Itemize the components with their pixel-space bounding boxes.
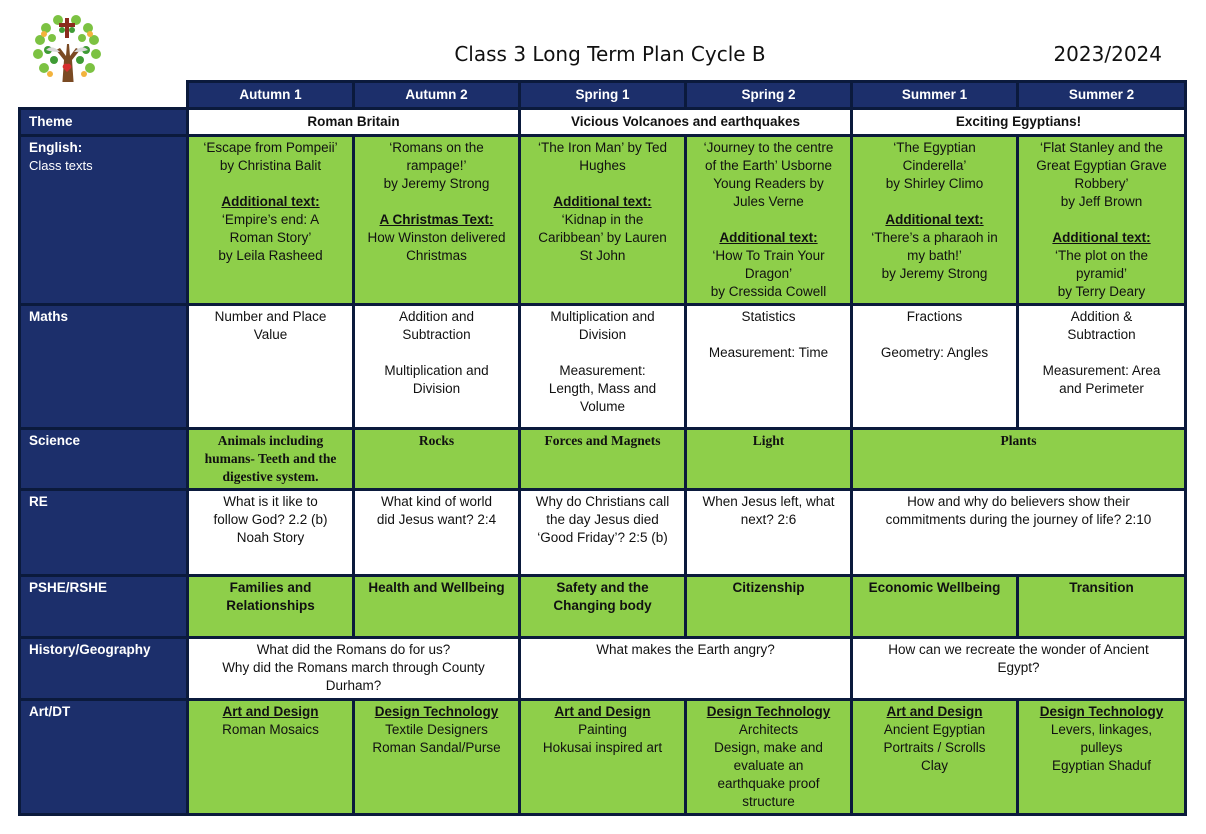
cell-line: Safety and the bbox=[556, 580, 649, 595]
cell-line: What kind of world bbox=[380, 494, 493, 509]
class-text-line: by Jeff Brown bbox=[1060, 194, 1143, 209]
long-term-plan-table bbox=[18, 80, 1187, 816]
cell-line: What is it like to bbox=[223, 494, 318, 509]
term-header-row bbox=[20, 82, 1186, 109]
pshe-cell bbox=[188, 576, 354, 638]
english-cell bbox=[520, 136, 686, 305]
art-cell bbox=[1018, 700, 1186, 815]
re-cell bbox=[520, 490, 686, 576]
class-text-line: Young Readers by bbox=[713, 176, 824, 191]
english-sublabel: Class texts bbox=[29, 158, 93, 173]
class-text-line: ‘Flat Stanley and the bbox=[1039, 140, 1164, 155]
maths-topic: Geometry: Angles bbox=[880, 345, 989, 360]
pshe-cell bbox=[520, 576, 686, 638]
english-label: English: bbox=[29, 140, 83, 155]
history-spring bbox=[520, 638, 852, 700]
maths-cell bbox=[686, 305, 852, 429]
art-dt-row bbox=[20, 700, 1186, 815]
cell-line: How can we recreate the wonder of Ancient bbox=[888, 642, 1149, 657]
art-subject-heading: Design Technology bbox=[374, 704, 499, 719]
class-text-line: Cinderella’ bbox=[902, 158, 967, 173]
cell-line: Economic Wellbeing bbox=[868, 580, 1001, 595]
cell-line: Noah Story bbox=[236, 530, 305, 545]
row-label-maths: Maths bbox=[20, 305, 188, 429]
cell-line: How and why do believers show their bbox=[907, 494, 1130, 509]
term-header: Autumn 2 bbox=[354, 82, 520, 109]
english-cell bbox=[852, 136, 1018, 305]
art-cell bbox=[354, 700, 520, 815]
re-cell-summer bbox=[852, 490, 1186, 576]
spacer bbox=[1022, 211, 1181, 229]
cell-line: next? 2:6 bbox=[740, 512, 797, 527]
cell-line: did Jesus want? 2:4 bbox=[376, 512, 497, 527]
art-topic-line: Painting bbox=[578, 722, 627, 737]
term-header: Summer 2 bbox=[1018, 82, 1186, 109]
english-row bbox=[20, 136, 1186, 305]
cell-line: Transition bbox=[1069, 580, 1134, 595]
maths-topic: Division bbox=[578, 327, 627, 342]
science-cell: Rocks bbox=[354, 429, 520, 490]
maths-topic: and Perimeter bbox=[1059, 381, 1144, 396]
spacer bbox=[524, 175, 681, 193]
additional-text-line: pyramid’ bbox=[1075, 266, 1127, 281]
maths-topic: Multiplication and bbox=[550, 309, 655, 324]
additional-text-line: Roman Story’ bbox=[229, 230, 312, 245]
spacer bbox=[856, 193, 1013, 211]
additional-text-line: How Winston delivered bbox=[367, 230, 506, 245]
art-topic-line: Portraits / Scrolls bbox=[883, 740, 986, 755]
science-cell: Forces and Magnets bbox=[520, 429, 686, 490]
maths-topic: Measurement: bbox=[559, 363, 646, 378]
maths-topic: Measurement: Time bbox=[708, 345, 829, 360]
class-text-line: Jules Verne bbox=[733, 194, 804, 209]
art-topic-line: Roman Mosaics bbox=[222, 722, 319, 737]
additional-text-line: ‘Empire’s end: A bbox=[221, 212, 320, 227]
pshe-cell bbox=[1018, 576, 1186, 638]
additional-text-label: A Christmas Text: bbox=[379, 212, 494, 227]
art-cell bbox=[852, 700, 1018, 815]
term-header: Summer 1 bbox=[852, 82, 1018, 109]
cell-line: Families and bbox=[229, 580, 312, 595]
spacer bbox=[690, 211, 847, 229]
class-text-line: Hughes bbox=[579, 158, 626, 173]
art-subject-heading: Art and Design bbox=[222, 704, 319, 719]
art-cell bbox=[686, 700, 852, 815]
art-topic-line: Levers, linkages, bbox=[1050, 722, 1153, 737]
re-cell bbox=[686, 490, 852, 576]
additional-text-line: St John bbox=[579, 248, 626, 263]
maths-topic: Measurement: Area bbox=[1042, 363, 1161, 378]
additional-text-label: Additional text: bbox=[221, 194, 320, 209]
art-cell bbox=[520, 700, 686, 815]
class-text-line: ‘The Egyptian bbox=[893, 140, 976, 155]
additional-text-line: by Jeremy Strong bbox=[881, 266, 988, 281]
maths-topic: Volume bbox=[579, 399, 626, 414]
corner-blank bbox=[20, 82, 188, 109]
science-cell: Light bbox=[686, 429, 852, 490]
maths-topic: Value bbox=[253, 327, 288, 342]
maths-topic: Addition & bbox=[1070, 309, 1133, 324]
art-topic-line: Ancient Egyptian bbox=[883, 722, 986, 737]
cell-line: ‘Good Friday’? 2:5 (b) bbox=[537, 530, 668, 545]
spacer bbox=[856, 326, 1013, 344]
row-label-re: RE bbox=[20, 490, 188, 576]
additional-text-label: Additional text: bbox=[553, 194, 652, 209]
class-text-line: ‘The Iron Man’ by Ted bbox=[537, 140, 668, 155]
theme-autumn: Roman Britain bbox=[188, 109, 520, 136]
additional-text-line: by Terry Deary bbox=[1057, 284, 1146, 299]
pshe-cell bbox=[852, 576, 1018, 638]
additional-text-line: by Cressida Cowell bbox=[710, 284, 827, 299]
page-title: Class 3 Long Term Plan Cycle B bbox=[454, 42, 766, 66]
maths-topic: Multiplication and bbox=[384, 363, 489, 378]
science-row bbox=[20, 429, 1186, 490]
maths-topic: Statistics bbox=[741, 309, 796, 324]
pshe-cell bbox=[686, 576, 852, 638]
row-label-english bbox=[20, 136, 188, 305]
art-topic-line: Architects bbox=[738, 722, 799, 737]
row-label-science: Science bbox=[20, 429, 188, 490]
term-header: Autumn 1 bbox=[188, 82, 354, 109]
history-summer bbox=[852, 638, 1186, 700]
art-subject-heading: Design Technology bbox=[706, 704, 831, 719]
theme-summer: Exciting Egyptians! bbox=[852, 109, 1186, 136]
maths-topic: Subtraction bbox=[1067, 327, 1136, 342]
additional-text-line: Caribbean’ by Lauren bbox=[538, 230, 667, 245]
maths-cell bbox=[1018, 305, 1186, 429]
class-text-line: of the Earth’ Usborne bbox=[704, 158, 833, 173]
pshe-cell bbox=[354, 576, 520, 638]
additional-text-line: Christmas bbox=[406, 248, 467, 263]
spacer bbox=[358, 193, 515, 211]
art-subject-heading: Art and Design bbox=[554, 704, 651, 719]
class-text-line: by Jeremy Strong bbox=[383, 176, 490, 191]
academic-year: 2023/2024 bbox=[1053, 42, 1162, 66]
additional-text-label: Additional text: bbox=[885, 212, 984, 227]
class-text-line: rampage!’ bbox=[406, 158, 467, 173]
art-topic-line: Textile Designers bbox=[385, 722, 488, 737]
theme-row bbox=[20, 109, 1186, 136]
class-text-line: by Christina Balit bbox=[219, 158, 322, 173]
history-autumn bbox=[188, 638, 520, 700]
maths-topic: Subtraction bbox=[402, 327, 471, 342]
art-subject-heading: Design Technology bbox=[1039, 704, 1164, 719]
additional-text-line: my bath!’ bbox=[907, 248, 962, 263]
cell-line: What makes the Earth angry? bbox=[596, 642, 775, 657]
row-label-pshe: PSHE/RSHE bbox=[20, 576, 188, 638]
re-cell bbox=[354, 490, 520, 576]
cell-line: Changing body bbox=[553, 598, 652, 613]
art-topic-line: structure bbox=[742, 794, 795, 809]
maths-cell bbox=[852, 305, 1018, 429]
maths-topic: Fractions bbox=[906, 309, 963, 324]
science-cell: Animals including humans- Teeth and the digestive system. bbox=[188, 429, 354, 490]
science-cell-summer: Plants bbox=[852, 429, 1186, 490]
art-cell bbox=[188, 700, 354, 815]
art-topic-line: evaluate an bbox=[733, 758, 804, 773]
additional-text-line: Dragon’ bbox=[744, 266, 793, 281]
cell-line: Why did the Romans march through County bbox=[222, 660, 485, 675]
additional-text-line: ‘The plot on the bbox=[1054, 248, 1149, 263]
english-cell bbox=[354, 136, 520, 305]
art-topic-line: pulleys bbox=[1080, 740, 1123, 755]
class-text-line: ‘Journey to the centre bbox=[703, 140, 834, 155]
spacer bbox=[358, 344, 515, 362]
history-geography-row bbox=[20, 638, 1186, 700]
maths-cell bbox=[520, 305, 686, 429]
maths-cell bbox=[354, 305, 520, 429]
maths-topic: Number and Place bbox=[214, 309, 327, 324]
art-topic-line: Roman Sandal/Purse bbox=[372, 740, 501, 755]
maths-row bbox=[20, 305, 1186, 429]
pshe-row bbox=[20, 576, 1186, 638]
cell-line: Durham? bbox=[325, 678, 382, 693]
class-text-line: ‘Romans on the bbox=[389, 140, 484, 155]
row-label-theme: Theme bbox=[20, 109, 188, 136]
cell-line: Health and Wellbeing bbox=[368, 580, 505, 595]
class-text-line: Robbery’ bbox=[1074, 176, 1129, 191]
spacer bbox=[1022, 344, 1181, 362]
cell-line: Why do Christians call bbox=[535, 494, 670, 509]
additional-text-line: ‘Kidnap in the bbox=[561, 212, 644, 227]
re-cell bbox=[188, 490, 354, 576]
additional-text-label: Additional text: bbox=[1052, 230, 1151, 245]
english-cell bbox=[188, 136, 354, 305]
re-row bbox=[20, 490, 1186, 576]
art-topic-line: Hokusai inspired art bbox=[542, 740, 663, 755]
term-header: Spring 2 bbox=[686, 82, 852, 109]
maths-topic: Addition and bbox=[398, 309, 475, 324]
cell-line: follow God? 2.2 (b) bbox=[213, 512, 328, 527]
cell-line: What did the Romans do for us? bbox=[256, 642, 451, 657]
art-subject-heading: Art and Design bbox=[886, 704, 983, 719]
english-cell bbox=[686, 136, 852, 305]
art-topic-line: Clay bbox=[920, 758, 948, 773]
class-text-line: Great Egyptian Grave bbox=[1036, 158, 1167, 173]
maths-topic: Division bbox=[412, 381, 461, 396]
additional-text-label: Additional text: bbox=[719, 230, 818, 245]
additional-text-line: ‘There’s a pharaoh in bbox=[871, 230, 998, 245]
term-header: Spring 1 bbox=[520, 82, 686, 109]
class-text-line: ‘Escape from Pompeii’ bbox=[203, 140, 338, 155]
spacer bbox=[524, 344, 681, 362]
spacer bbox=[690, 326, 847, 344]
cell-line: Egypt? bbox=[997, 660, 1040, 675]
art-topic-line: Design, make and bbox=[714, 740, 823, 755]
row-label-history-geography: History/Geography bbox=[20, 638, 188, 700]
cell-line: commitments during the journey of life? 2:10 bbox=[885, 512, 1152, 527]
theme-spring: Vicious Volcanoes and earthquakes bbox=[520, 109, 852, 136]
class-text-line: by Shirley Climo bbox=[885, 176, 984, 191]
maths-topic: Length, Mass and bbox=[548, 381, 657, 396]
maths-cell bbox=[188, 305, 354, 429]
cell-line: Citizenship bbox=[732, 580, 805, 595]
additional-text-line: by Leila Rasheed bbox=[218, 248, 323, 263]
additional-text-line: ‘How To Train Your bbox=[712, 248, 825, 263]
art-topic-line: earthquake proof bbox=[717, 776, 820, 791]
cell-line: the day Jesus died bbox=[546, 512, 659, 527]
cell-line: When Jesus left, what bbox=[702, 494, 835, 509]
row-label-art-dt: Art/DT bbox=[20, 700, 188, 815]
spacer bbox=[192, 175, 349, 193]
english-cell bbox=[1018, 136, 1186, 305]
cell-line: Relationships bbox=[226, 598, 315, 613]
art-topic-line: Egyptian Shaduf bbox=[1051, 758, 1152, 773]
